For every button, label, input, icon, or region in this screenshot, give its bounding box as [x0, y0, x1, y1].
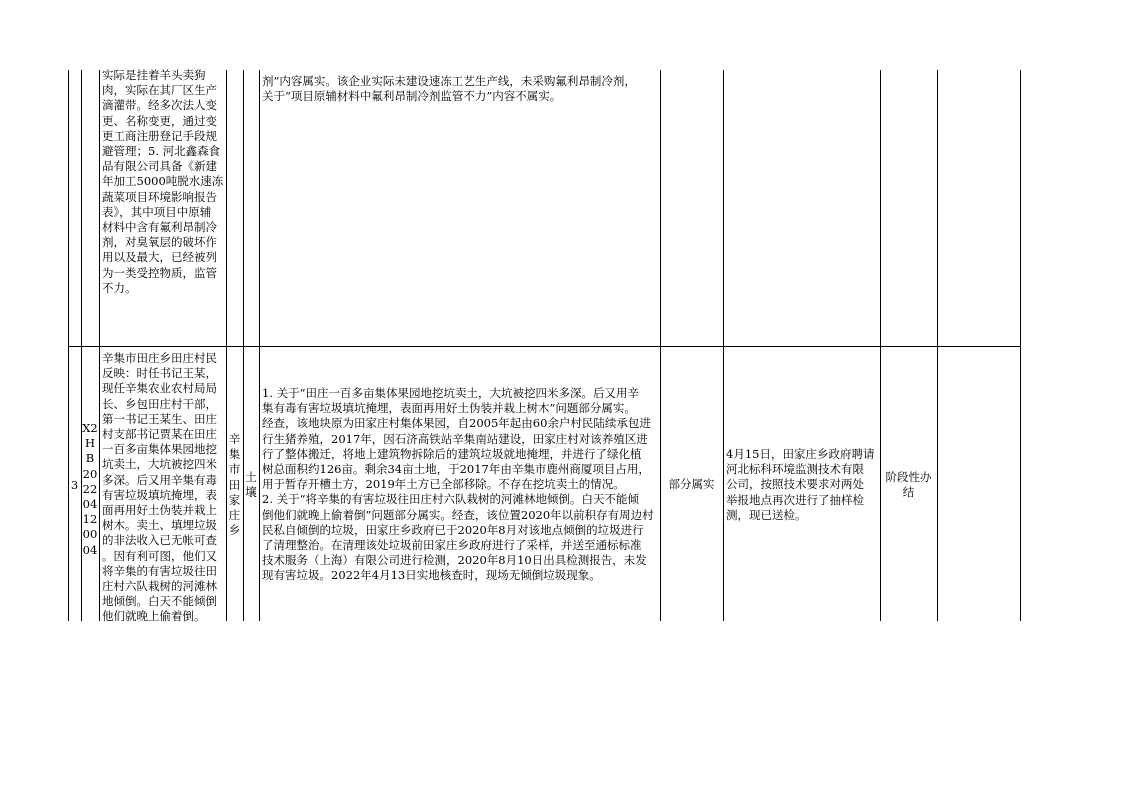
sequence-number-cell: 3	[70, 478, 79, 492]
findings-text-cell: 1. 关于“田庄一百多亩集体果园地挖坑卖土，大坑被挖四米多深。后又用辛 集有毒有害垃圾填坑掩埋，表面再用好土伪装并栽上树木”问题部分属实。 经查，该地块原为田家庄村集体果园，自2005年起由60余户村民陆续承包进 行生猪养殖，2017年，因石济高铁站辛集南站建设，田家庄村对该养殖区进 行了整体搬迁，将地上建筑物拆除后的建筑垃圾就地掩埋，并进行了绿化植 树总面积约126亩。剩余34亩土地，于2017年由辛集市鹿州商厦项目占用， 用于暂存开槽土方，2019年土方已全部移除。不存在挖坑卖土的情况。 2. 关于“将辛集的有害垃圾往田庄村六队栽树的河滩林地倾倒。白天不能倾 倒他们就晚上偷着倒”问题部分属实。经查，该位置2020年以前积存有周边村 民私自倾倒的垃圾，田家庄乡政府已于2020年8月对该地点倾倒的垃圾进行 了清理整治。在清理该处垃圾前田家庄乡政府进行了采样，并送至通标标准 技术服务（上海）有限公司进行检测，2020年8月10日出具检测报告，未发 现有害垃圾。2022年4月13日实地核查时，现场无倾倒垃圾现象。	[262, 386, 654, 583]
complaint-text-cell: 辛集市田庄乡田庄村民 反映：时任书记王某， 现任辛集农业农村局局 长、乡包田庄村干部， 第一书记王某生、田庄 村支部书记贾某在田庄 一百多亩集体果园地挖 坑卖土，大坑被挖四米 多深。后又用辛集有毒 有害垃圾填坑掩埋，表 面再用好土伪装并栽上 树木。卖土、填埋垃圾 的非法收入已无帐可查 。因有利可图，他们又 将辛集的有害垃圾往田 庄村六队栽树的河滩林 地倾倒。白天不能倾倒 他们就晚上偷着倒。	[102, 351, 217, 624]
row-border	[68, 346, 1021, 347]
complaint-text-cell: 实际是挂着羊头卖狗 肉，实际在其厂区生产 滴灌带。经多次法人变 更、名称变更，通过变 更工商注册登记手段规 避管理；5. 河北鑫森食 品有限公司具备《新建 年加工5000吨脱水速冻 蔬菜项目环境影响报告 表》，其中项目中原辅 材料中含有氟利昂制冷 剂，对臭氧层的破坏作 用以及最大，已经被列 为一类受控物质，监管 不力。	[102, 68, 224, 295]
findings-text-cell: 剂”内容属实。该企业实际未建设速冻工艺生产线，未采购氟利昂制冷剂， 关于“项目原辅材料中氟利昂制冷剂监管不力”内容不属实。	[262, 74, 636, 104]
case-id-cell: X2 HB 20 22 04 12 00 04	[82, 421, 98, 557]
location-cell: 辛 集 市 田 家 庄 乡	[228, 432, 241, 538]
pollution-type-cell: 土 壤	[245, 470, 257, 500]
rectification-cell: 4月15日，田家庄乡政府聘请 河北标科环境监测技术有限 公司，按照技术要求对两处 举报地点再次进行了抽样检 测，现已送检。	[726, 447, 875, 522]
status-cell: 阶段性办 结	[885, 470, 932, 500]
verdict-cell: 部分属实	[668, 477, 715, 491]
